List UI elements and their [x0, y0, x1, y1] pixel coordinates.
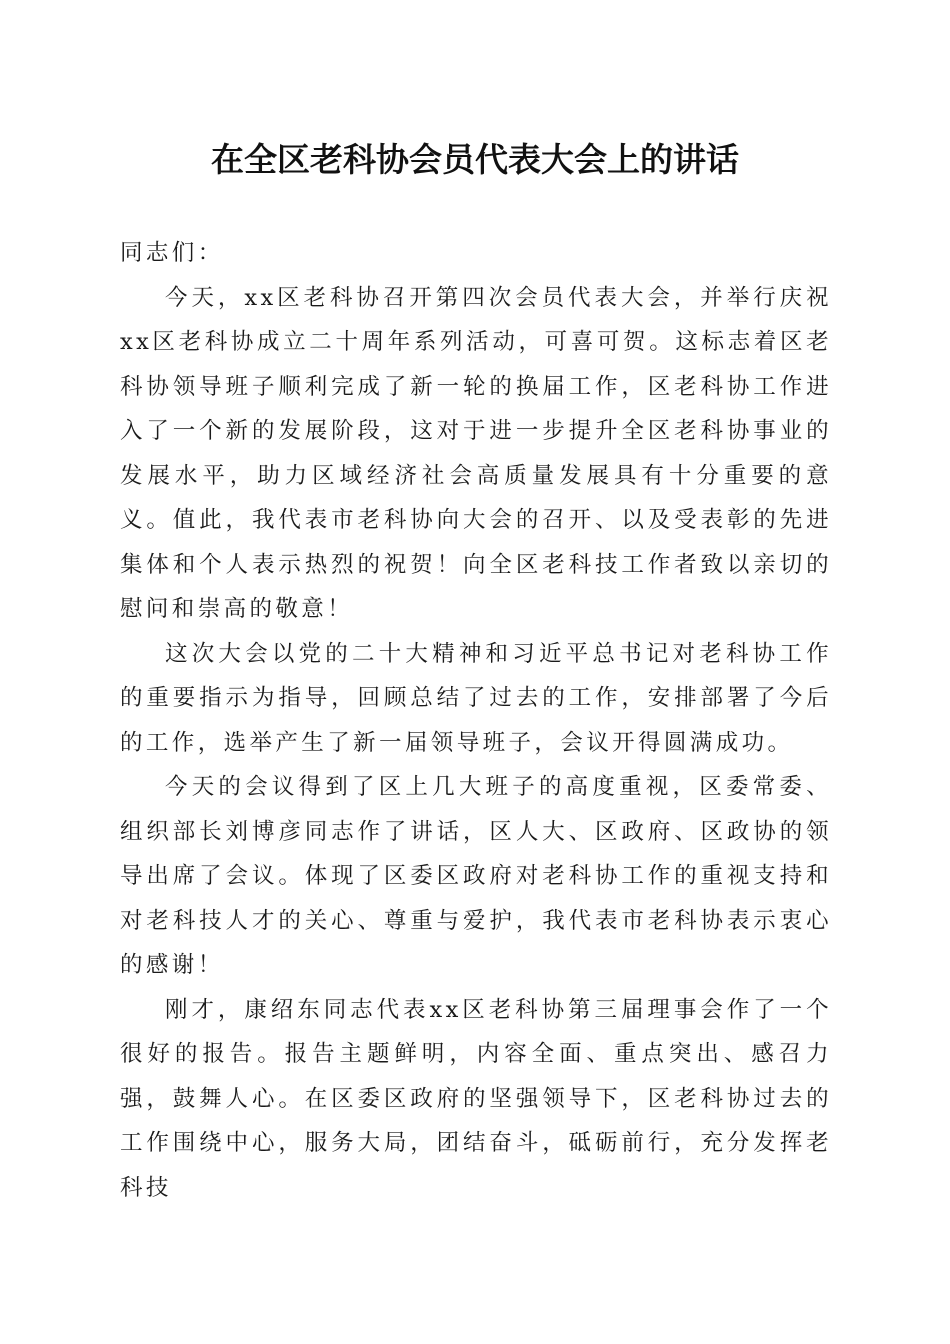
- paragraph-1: 今天，xx区老科协召开第四次会员代表大会，并举行庆祝xx区老科协成立二十周年系列活动，可喜可贺。这标志着区老科协领导班子顺利完成了新一轮的换届工作，区老科协工作进入了一个新的发展阶段，这对于进一步提升全区老科协事业的发展水平，助力区域经济社会高质量发展具有十分重要的意义。值此，我代表市老科协向大会的召开、以及受表彰的先进集体和个人表示热烈的祝贺！向全区老科技工作者致以亲切的慰问和崇高的敬意！: [120, 284, 832, 622]
- document-body: [120, 231, 832, 1210]
- paragraph-3: 今天的会议得到了区上几大班子的高度重视，区委常委、组织部长刘博彦同志作了讲话，区人大、区政府、区政协的领导出席了会议。体现了区委区政府对老科协工作的重视支持和对老科技人才的关心、尊重与爱护，我代表市老科协表示衷心的感谢！: [120, 774, 832, 978]
- salutation: 同志们：: [120, 240, 224, 266]
- paragraph-2: 这次大会以党的二十大精神和习近平总书记对老科协工作的重要指示为指导，回顾总结了过去的工作，安排部署了今后的工作，选举产生了新一届领导班子，会议开得圆满成功。: [120, 640, 832, 756]
- paragraph-4: 刚才，康绍东同志代表xx区老科协第三届理事会作了一个很好的报告。报告主题鲜明，内容全面、重点突出、感召力强，鼓舞人心。在区委区政府的坚强领导下，区老科协过去的工作围绕中心，服务大局，团结奋斗，砥砺前行，充分发挥老科技: [120, 996, 832, 1201]
- document-title: 在全区老科协会员代表大会上的讲话: [211, 140, 739, 179]
